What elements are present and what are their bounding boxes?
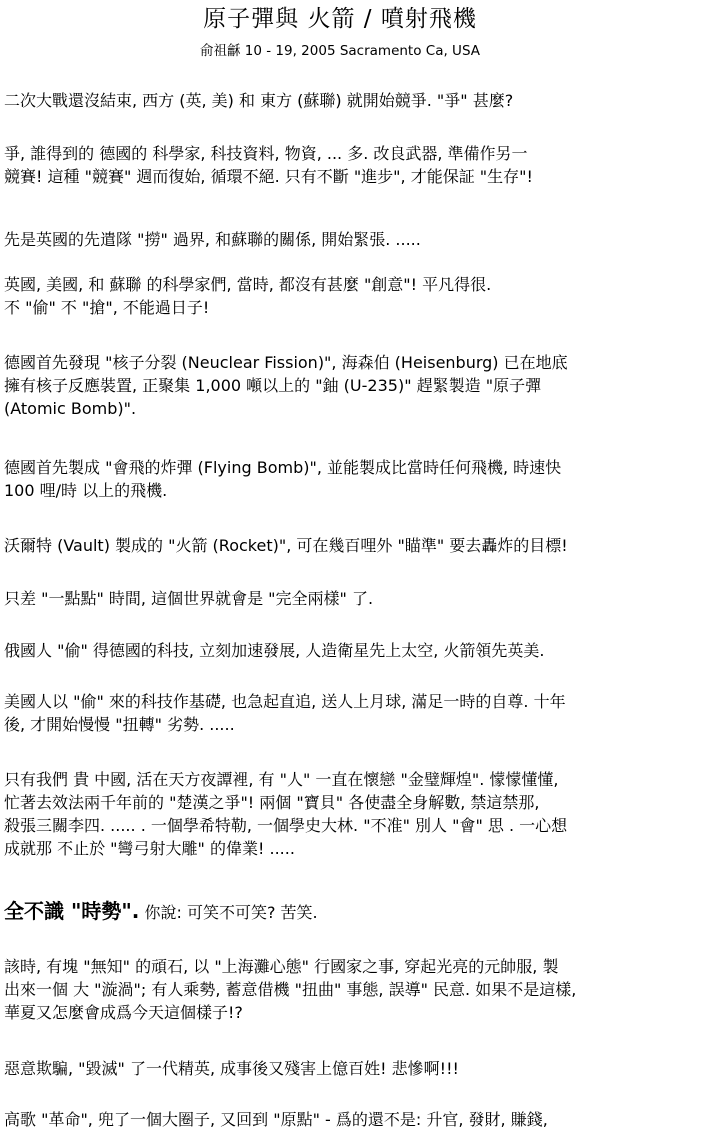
- text-line: 二次大戰還沒結束, 西方 (英, 美) 和 東方 (蘇聯) 就開始競爭. "爭" 甚麼?: [4, 91, 514, 110]
- text-line: 惡意欺騙, "毀滅" 了一代精英, 成事後又殘害上億百姓! 悲慘啊!!!: [4, 1059, 459, 1078]
- text-line: 華夏又怎麼會成爲今天這個樣子!?: [4, 1003, 243, 1022]
- paragraph: [4, 690, 709, 736]
- text-fragment: 你說: 可笑不可笑? 苦笑.: [144, 903, 318, 922]
- text-line: 該時, 有塊 "無知" 的頑石, 以 "上海灘心態" 行國家之事, 穿起光亮的元帥服, 製: [4, 957, 559, 976]
- paragraph: [4, 351, 709, 420]
- paragraph: [4, 142, 709, 188]
- paragraph: [4, 1108, 709, 1131]
- text-line: [4, 900, 709, 923]
- text-line: 沃爾特 (Vault) 製成的 "火箭 (Rocket)", 可在幾百哩外 "瞄準" 要去轟炸的目標!: [4, 536, 568, 555]
- text-line: (Atomic Bomb)".: [4, 399, 137, 418]
- text-line: 成就那 不止於 "彎弓射大雕" 的偉業! .....: [4, 839, 295, 858]
- paragraph: [4, 768, 709, 860]
- text-line: 忙著去效法兩千年前的 "楚漢之爭"! 兩個 "寶貝" 各使盡全身解數, 禁這禁那,: [4, 793, 540, 812]
- paragraph: [4, 955, 709, 1024]
- text-line: 只有我們 貴 中國, 活在天方夜譚裡, 有 "人" 一直在懷戀 "金璧輝煌". 懞懞懂懂,: [4, 770, 559, 789]
- text-line: 俄國人 "偷" 得德國的科技, 立刻加速發展, 人造衛星先上太空, 火箭領先英美.: [4, 641, 545, 660]
- document-title: 原子彈與 火箭 / 噴射飛機: [203, 6, 477, 32]
- text-line: 德國首先發現 "核子分裂 (Neuclear Fission)", 海森伯 (Heisenburg) 已在地底: [4, 353, 568, 372]
- text-line: 競賽! 這種 "競賽" 週而復始, 循環不絕. 只有不斷 "進步", 才能保証 "生存"!: [4, 167, 533, 186]
- paragraph: [4, 456, 709, 502]
- text-line: 先是英國的先遣隊 "撈" 過界, 和蘇聯的關係, 開始緊張. .....: [4, 230, 421, 249]
- paragraph: [4, 273, 709, 319]
- text-line: 殺張三關李四. ..... . 一個學希特勒, 一個學史大林. "不准" 別人 "會" 思 . 一心想: [4, 816, 568, 835]
- paragraph: [4, 900, 709, 923]
- text-line: 美國人以 "偷" 來的科技作基礎, 也急起直追, 送人上月球, 滿足一時的自尊. 十年: [4, 692, 566, 711]
- text-line: 不 "偷" 不 "搶", 不能過日子!: [4, 298, 210, 317]
- paragraph: [4, 587, 709, 610]
- emphasis-text: 全不識 "時勢".: [4, 899, 140, 923]
- text-line: 出來一個 大 "漩渦"; 有人乘勢, 蓄意借機 "扭曲" 事態, 誤導" 民意. 如果不是這樣,: [4, 980, 577, 999]
- text-line: 爭, 誰得到的 德國的 科學家, 科技資料, 物資, ... 多. 改良武器, 準備作另一: [4, 144, 528, 163]
- paragraph: [4, 639, 709, 662]
- text-line: 英國, 美國, 和 蘇聯 的科學家們, 當時, 都沒有甚麼 "創意"! 平凡得很.: [4, 275, 492, 294]
- paragraph: [4, 1057, 709, 1080]
- paragraph: [4, 89, 709, 112]
- paragraph: [4, 228, 709, 251]
- document-byline: 俞祖龢 10 - 19, 2005 Sacramento Ca, USA: [200, 43, 480, 59]
- text-line: 德國首先製成 "會飛的炸彈 (Flying Bomb)", 並能製成比當時任何飛機, 時速快: [4, 458, 562, 477]
- text-line: 只差 "一點點" 時間, 這個世界就會是 "完全兩樣" 了.: [4, 589, 374, 608]
- text-line: 擁有核子反應裝置, 正聚集 1,000 噸以上的 "鈾 (U-235)" 趕緊製造 "原子彈: [4, 376, 542, 395]
- text-line: 高歌 "革命", 兜了一個大圈子, 又回到 "原點" - 爲的還不是: 升官, 發財, 賺錢,: [4, 1110, 548, 1129]
- text-line: 100 哩/時 以上的飛機.: [4, 481, 168, 500]
- text-line: 後, 才開始慢慢 "扭轉" 劣勢. .....: [4, 715, 235, 734]
- paragraph: [4, 534, 709, 557]
